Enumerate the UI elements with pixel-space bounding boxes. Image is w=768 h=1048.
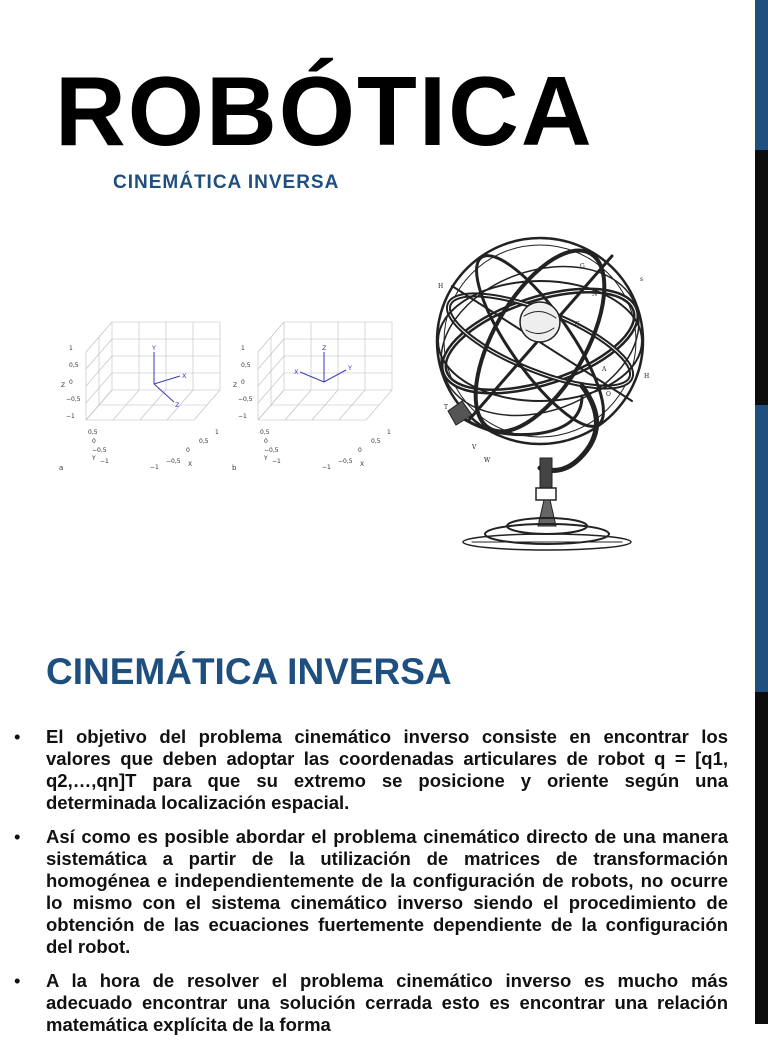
z-tick: 0	[69, 379, 73, 386]
armillary-sphere-illustration	[432, 226, 654, 551]
z-tick: 0,5	[241, 362, 251, 369]
svg-text:H: H	[644, 373, 650, 380]
svg-text:Z: Z	[322, 344, 327, 352]
y-tick: 0,5	[88, 429, 98, 436]
svg-text:Z: Z	[175, 401, 180, 409]
svg-text:C: C	[575, 321, 580, 328]
z-tick: −0,5	[66, 396, 81, 403]
plot-b	[232, 322, 392, 472]
plot-a	[59, 322, 220, 472]
x-tick: 1	[215, 429, 219, 436]
z-tick: 1	[241, 345, 245, 352]
x-tick: −1	[322, 464, 331, 471]
svg-text:Y: Y	[152, 344, 156, 352]
slide-edge-accent-top	[755, 0, 768, 150]
list-item	[12, 826, 728, 958]
bullet-icon: •	[14, 826, 21, 847]
x-axis-label: X	[360, 461, 365, 468]
bullet-text: Así como es posible abordar el problema cinemático directo de una manera sistemática a partir de la utilización de matrices de transformación homogénea e independientemente de la configuración de robots, no ocurre lo mismo con el sistema cinemático inverso siendo el procedimiento de obtención de las ecuaciones fuertemente dependiente de la configuración del robot.	[46, 826, 728, 957]
y-tick: −0,5	[92, 447, 107, 454]
x-tick: −1	[150, 464, 159, 471]
svg-text:O: O	[606, 391, 611, 398]
section-heading: CINEMÁTICA INVERSA	[46, 651, 452, 692]
panel-label: a	[59, 464, 64, 472]
svg-text:H: H	[438, 283, 444, 290]
y-tick: −1	[100, 458, 109, 465]
z-tick: −0,5	[238, 396, 253, 403]
y-tick: 0	[92, 438, 96, 445]
list-item	[12, 726, 728, 814]
slide-edge-accent-middle	[755, 405, 768, 692]
x-tick: 1	[387, 429, 391, 436]
y-axis-label: Y	[264, 455, 268, 462]
svg-text:V: V	[472, 444, 477, 451]
y-tick: −0,5	[264, 447, 279, 454]
z-axis-label: Z	[233, 382, 238, 389]
x-tick: 0,5	[371, 438, 381, 445]
bullet-icon: •	[14, 970, 21, 991]
svg-text:N: N	[592, 291, 598, 298]
y-tick: 0	[264, 438, 268, 445]
z-tick: 0	[241, 379, 245, 386]
bullet-text: A la hora de resolver el problema cinemático inverso es mucho más adecuado encontrar una solución cerrada esto es encontrar una relación matemática explícita de la forma	[46, 970, 728, 1035]
list-item	[12, 970, 728, 1036]
y-tick: −1	[272, 458, 281, 465]
svg-text:X: X	[294, 368, 299, 376]
x-tick: −0,5	[338, 458, 353, 465]
x-axis-label: X	[188, 461, 193, 468]
svg-text:s: s	[640, 276, 644, 283]
orientation-plots	[52, 312, 412, 482]
z-tick: 0,5	[69, 362, 79, 369]
panel-label: b	[232, 464, 237, 472]
svg-text:G: G	[580, 263, 585, 270]
svg-text:X: X	[182, 372, 187, 380]
svg-text:Y: Y	[348, 364, 352, 372]
y-axis-label: Y	[92, 455, 96, 462]
bullet-text: El objetivo del problema cinemático inverso consiste en encontrar los valores que deben adoptar las coordenadas articulares de robot q = [q1, q2,…,qn]T para que su extremo se posicione y oriente según una determinada localización espacial.	[46, 726, 728, 813]
y-tick: 0,5	[260, 429, 270, 436]
z-tick: −1	[238, 413, 247, 420]
z-tick: −1	[66, 413, 75, 420]
x-tick: 0,5	[199, 438, 209, 445]
svg-text:A: A	[602, 366, 607, 373]
x-tick: −0,5	[166, 458, 181, 465]
svg-text:T: T	[444, 404, 449, 411]
bullet-icon: •	[14, 726, 21, 747]
z-tick: 1	[69, 345, 73, 352]
bullet-list	[12, 726, 728, 1048]
slide-title: ROBÓTICA	[55, 56, 594, 166]
slide-subtitle: CINEMÁTICA INVERSA	[113, 172, 340, 193]
x-tick: 0	[358, 447, 362, 454]
x-tick: 0	[186, 447, 190, 454]
svg-text:W: W	[484, 457, 491, 464]
z-axis-label: Z	[61, 382, 66, 389]
